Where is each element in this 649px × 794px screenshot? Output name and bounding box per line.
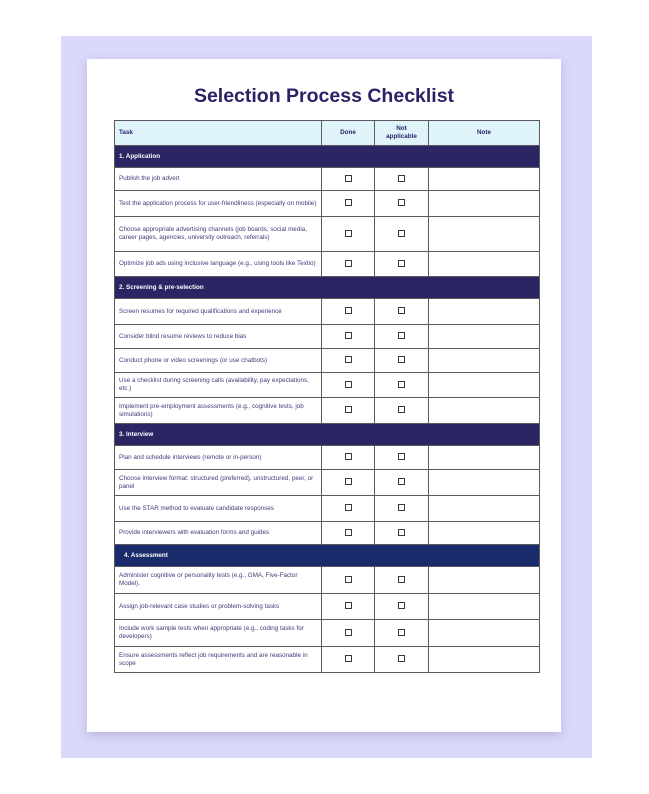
- note-cell[interactable]: [429, 398, 540, 424]
- section-header-row: [115, 146, 540, 168]
- done-checkbox[interactable]: [345, 175, 352, 182]
- header-not-applicable-line2: applicable: [386, 133, 417, 140]
- table-row: [115, 217, 540, 252]
- done-checkbox-cell: [322, 398, 375, 424]
- not-applicable-checkbox-cell: [375, 299, 429, 325]
- checklist-table: [114, 120, 540, 673]
- not-applicable-checkbox[interactable]: [398, 175, 405, 182]
- task-text: Test the application process for user-friendliness (especially on mobile): [115, 191, 322, 217]
- not-applicable-checkbox[interactable]: [398, 478, 405, 485]
- done-checkbox-cell: [322, 446, 375, 470]
- done-checkbox[interactable]: [345, 307, 352, 314]
- task-text: Implement pre-employment assessments (e.g., cognitive tests, job simulations): [115, 398, 322, 424]
- not-applicable-checkbox-cell: [375, 398, 429, 424]
- table-row: [115, 349, 540, 373]
- table-row: [115, 398, 540, 424]
- done-checkbox-cell: [322, 522, 375, 545]
- note-cell[interactable]: [429, 620, 540, 647]
- done-checkbox-cell: [322, 496, 375, 522]
- not-applicable-checkbox[interactable]: [398, 230, 405, 237]
- note-cell[interactable]: [429, 496, 540, 522]
- header-not-applicable: [375, 121, 429, 146]
- note-cell[interactable]: [429, 191, 540, 217]
- task-text: Provide interviewers with evaluation forms and guides: [115, 522, 322, 545]
- done-checkbox-cell: [322, 168, 375, 191]
- table-row: [115, 446, 540, 470]
- note-cell[interactable]: [429, 299, 540, 325]
- header-not-applicable-line1: Not: [396, 125, 407, 133]
- done-checkbox-cell: [322, 325, 375, 349]
- not-applicable-checkbox[interactable]: [398, 655, 405, 662]
- done-checkbox-cell: [322, 470, 375, 496]
- not-applicable-checkbox-cell: [375, 168, 429, 191]
- done-checkbox[interactable]: [345, 529, 352, 536]
- note-cell[interactable]: [429, 373, 540, 398]
- done-checkbox[interactable]: [345, 356, 352, 363]
- not-applicable-checkbox-cell: [375, 496, 429, 522]
- task-text: Administer cognitive or personality tests (e.g., GMA, Five-Factor Model).: [115, 567, 322, 594]
- not-applicable-checkbox-cell: [375, 191, 429, 217]
- done-checkbox-cell: [322, 373, 375, 398]
- not-applicable-checkbox[interactable]: [398, 576, 405, 583]
- note-cell[interactable]: [429, 446, 540, 470]
- table-row: [115, 522, 540, 545]
- not-applicable-checkbox[interactable]: [398, 602, 405, 609]
- note-cell[interactable]: [429, 647, 540, 673]
- task-text: Plan and schedule interviews (remote or in-person): [115, 446, 322, 470]
- note-cell[interactable]: [429, 349, 540, 373]
- section-title: 2. Screening & pre-selection: [115, 277, 540, 299]
- note-cell[interactable]: [429, 217, 540, 252]
- done-checkbox[interactable]: [345, 655, 352, 662]
- note-cell[interactable]: [429, 567, 540, 594]
- done-checkbox-cell: [322, 217, 375, 252]
- not-applicable-checkbox[interactable]: [398, 356, 405, 363]
- not-applicable-checkbox-cell: [375, 252, 429, 277]
- done-checkbox[interactable]: [345, 381, 352, 388]
- done-checkbox[interactable]: [345, 602, 352, 609]
- done-checkbox[interactable]: [345, 406, 352, 413]
- table-row: [115, 299, 540, 325]
- done-checkbox-cell: [322, 647, 375, 673]
- header-task: Task: [115, 121, 322, 146]
- section-header-row: [115, 277, 540, 299]
- not-applicable-checkbox[interactable]: [398, 332, 405, 339]
- document-title: Selection Process Checklist: [193, 85, 455, 107]
- not-applicable-checkbox[interactable]: [398, 504, 405, 511]
- task-text: Assign job-relevant case studies or problem-solving tasks: [115, 594, 322, 620]
- note-cell[interactable]: [429, 522, 540, 545]
- table-row: [115, 594, 540, 620]
- done-checkbox-cell: [322, 349, 375, 373]
- header-done: Done: [322, 121, 375, 146]
- task-text: Include work sample tests when appropriate (e.g., coding tasks for developers): [115, 620, 322, 647]
- not-applicable-checkbox-cell: [375, 470, 429, 496]
- not-applicable-checkbox-cell: [375, 522, 429, 545]
- not-applicable-checkbox-cell: [375, 647, 429, 673]
- done-checkbox-cell: [322, 252, 375, 277]
- table-row: [115, 168, 540, 191]
- table-row: [115, 191, 540, 217]
- header-note: Note: [429, 121, 540, 146]
- not-applicable-checkbox[interactable]: [398, 199, 405, 206]
- task-text: Conduct phone or video screenings (or use chatbots): [115, 349, 322, 373]
- section-header-row: [115, 545, 540, 567]
- not-applicable-checkbox-cell: [375, 349, 429, 373]
- not-applicable-checkbox-cell: [375, 594, 429, 620]
- task-text: Optimize job ads using inclusive language (e.g., using tools like Textio): [115, 252, 322, 277]
- done-checkbox[interactable]: [345, 230, 352, 237]
- task-text: Use the STAR method to evaluate candidate responses: [115, 496, 322, 522]
- not-applicable-checkbox-cell: [375, 567, 429, 594]
- not-applicable-checkbox[interactable]: [398, 307, 405, 314]
- not-applicable-checkbox[interactable]: [398, 260, 405, 267]
- not-applicable-checkbox[interactable]: [398, 629, 405, 636]
- done-checkbox-cell: [322, 567, 375, 594]
- not-applicable-checkbox-cell: [375, 620, 429, 647]
- table-row: [115, 496, 540, 522]
- table-row: [115, 470, 540, 496]
- done-checkbox-cell: [322, 620, 375, 647]
- task-text: Consider blind resume reviews to reduce bias: [115, 325, 322, 349]
- done-checkbox[interactable]: [345, 260, 352, 267]
- table-row: [115, 647, 540, 673]
- done-checkbox-cell: [322, 299, 375, 325]
- done-checkbox[interactable]: [345, 199, 352, 206]
- note-cell[interactable]: [429, 470, 540, 496]
- checklist-document: [87, 59, 561, 732]
- done-checkbox[interactable]: [345, 504, 352, 511]
- not-applicable-checkbox[interactable]: [398, 381, 405, 388]
- not-applicable-checkbox[interactable]: [398, 453, 405, 460]
- section-title: 3. Interview: [115, 424, 540, 446]
- table-header-row: [115, 121, 540, 146]
- note-cell[interactable]: [429, 168, 540, 191]
- table-row: [115, 567, 540, 594]
- done-checkbox[interactable]: [345, 576, 352, 583]
- section-title: 1. Application: [115, 146, 540, 168]
- done-checkbox-cell: [322, 191, 375, 217]
- not-applicable-checkbox[interactable]: [398, 406, 405, 413]
- task-text: Publish the job advert: [115, 168, 322, 191]
- not-applicable-checkbox-cell: [375, 217, 429, 252]
- table-row: [115, 620, 540, 647]
- done-checkbox[interactable]: [345, 453, 352, 460]
- not-applicable-checkbox[interactable]: [398, 529, 405, 536]
- table-row: [115, 373, 540, 398]
- note-cell[interactable]: [429, 252, 540, 277]
- note-cell[interactable]: [429, 325, 540, 349]
- not-applicable-checkbox-cell: [375, 446, 429, 470]
- not-applicable-checkbox-cell: [375, 325, 429, 349]
- done-checkbox[interactable]: [345, 478, 352, 485]
- note-cell[interactable]: [429, 594, 540, 620]
- task-text: Use a checklist during screening calls (availability, pay expectations, etc.): [115, 373, 322, 398]
- done-checkbox[interactable]: [345, 629, 352, 636]
- task-text: Choose appropriate advertising channels (job boards, social media, career pages, agencies, university outreach, referrals): [115, 217, 322, 252]
- done-checkbox[interactable]: [345, 332, 352, 339]
- done-checkbox-cell: [322, 594, 375, 620]
- section-header-row: [115, 424, 540, 446]
- task-text: Ensure assessments reflect job requirements and are reasonable in scope: [115, 647, 322, 673]
- table-row: [115, 252, 540, 277]
- table-row: [115, 325, 540, 349]
- task-text: Screen resumes for required qualifications and experience: [115, 299, 322, 325]
- task-text: Choose interview format: structured (preferred), unstructured, peer, or panel: [115, 470, 322, 496]
- not-applicable-checkbox-cell: [375, 373, 429, 398]
- section-title: 4. Assessment: [115, 545, 540, 567]
